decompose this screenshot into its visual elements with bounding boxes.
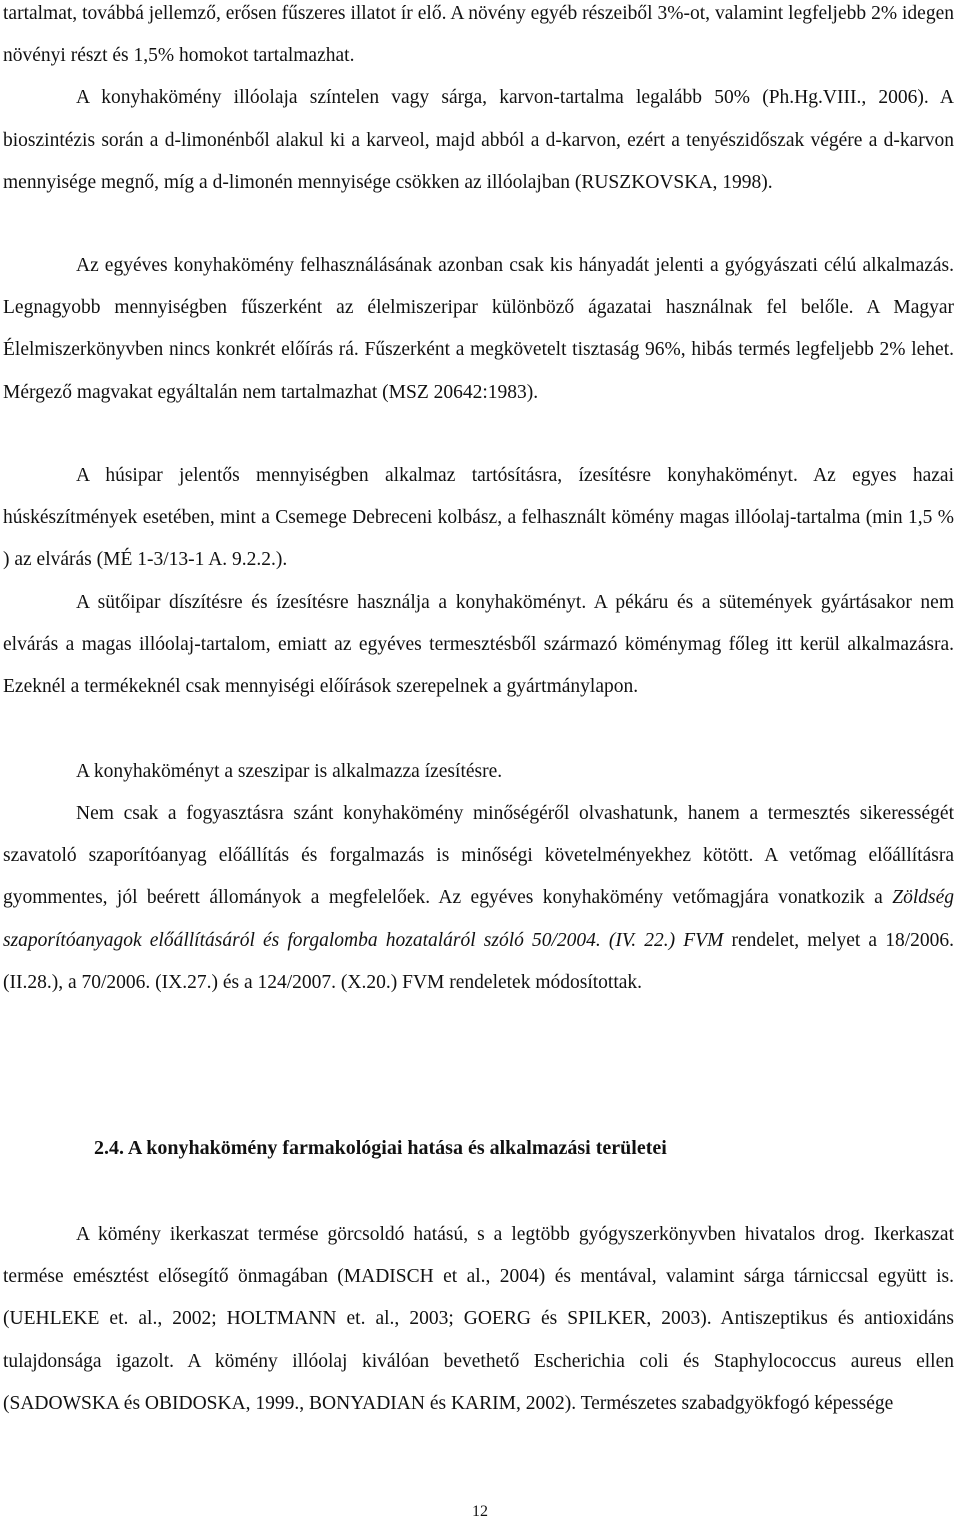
regulation-title: Zöldség szaporítóanyagok előállításáról és forgalomba hozataláról szóló 50/2004. (IV. 22.) FVM [3, 887, 954, 951]
paragraph-text: Az egyéves konyhakömény felhasználásának azonban csak kis hányadát jelenti a gyógyászati célú alkalmazás. Legnagyobb mennyiségben fűszerként az élelmiszeripar különböző ágazatai használnak fel belőle. A Magyar Élelmiszerkönyvben nincs konkrét előírás rá. Fűszerként a megkövetelt tisztaság 96%, hibás termés legfeljebb 2% lehet. Mérgező magvakat egyáltalán nem tartalmazhat (MSZ 20642:1983). [3, 255, 954, 403]
paragraph-spirits [3, 751, 954, 793]
paragraph-usage [3, 245, 954, 414]
paragraph-text: Nem csak a fogyasztásra szánt konyhakömény minőségéről olvashatunk, hanem a termesztés sikerességét szavatoló szaporítóanyag előállítás és forgalmazás is minőségi követelményekhez kötött. A vetőmag előállításra gyommentes, jól beérett állományok a megfelelőek. Az egyéves konyhakömény vetőmagjára vonatkozik a [3, 803, 954, 909]
section-heading: 2.4. A konyhakömény farmakológiai hatása és alkalmazási területei [94, 1137, 667, 1159]
paragraph-text: tartalmat, továbbá jellemző, erősen fűszeres illatot ír elő. A növény egyéb részeiből 3%-ot, valamint legfeljebb 2% idegen növényi részt és 1,5% homokot tartalmazhat. [3, 3, 954, 67]
page-number: 12 [472, 1503, 488, 1520]
paragraph-text: A sütőipar díszítésre és ízesítésre használja a konyhaköményt. A pékáru és a sütemények gyártásakor nem elvárás a magas illóolaj-tartalom, emiatt az egyéves termesztésből származó köménymag főleg itt kerül alkalmazásra. Ezeknél a termékeknél csak mennyiségi előírások szerepelnek a gyártmánylapon. [3, 592, 954, 698]
paragraph-meat-industry [3, 455, 954, 582]
paragraph-text: A konyhaköményt a szeszipar is alkalmazza ízesítésre. [76, 761, 503, 782]
paragraph-bakery [3, 582, 954, 709]
paragraph-pharmacology [3, 1214, 954, 1425]
paragraph-intro [3, 0, 954, 204]
paragraph-text: rendelet, melyet a 18/2006. (II.28.), a 70/2006. (IX.27.) és a 124/2007. (X.20.) FVM rendeletek módosítottak. [3, 929, 954, 993]
paragraph-seed-quality [3, 793, 954, 1004]
paragraph-text: A húsipar jelentős mennyiségben alkalmaz tartósításra, ízesítésre konyhaköményt. Az egyes hazai húskészítmények esetében, mint a Csemege Debreceni kolbász, a felhasznált kömény magas illóolaj-tartalma (min 1,5 % ) az elvárás (MÉ 1-3/13-1 A. 9.2.2.). [3, 465, 954, 571]
paragraph-text: A konyhakömény illóolaja színtelen vagy sárga, karvon-tartalma legalább 50% (Ph.Hg.VIII., 2006). A bioszintézis során a d-limonénből alakul ki a karveol, majd abból a d-karvon, ezért a tenyészidőszak végére a d-karvon mennyisége megnő, míg a d-limonén mennyisége csökken az illóolajban (RUSZKOVSKA, 1998). [3, 87, 954, 193]
paragraph-text: A kömény ikerkaszat termése görcsoldó hatású, s a legtöbb gyógyszerkönyvben hivatalos drog. Ikerkaszat termése emésztést elősegítő önmagában (MADISCH et al., 2004) és mentával, valamint sárga tárniccsal együtt is. (UEHLEKE et. al., 2002; HOLTMANN et. al., 2003; GOERG és SPILKER, 2003). Antiszeptikus és antioxidáns tulajdonsága igazolt. A kömény illóolaj kiválóan bevethető Escherichia coli és Staphylococcus aureus ellen (SADOWSKA és OBIDOSKA, 1999., BONYADIAN és KARIM, 2002). Természetes szabadgyökfogó képessége [3, 1224, 954, 1414]
